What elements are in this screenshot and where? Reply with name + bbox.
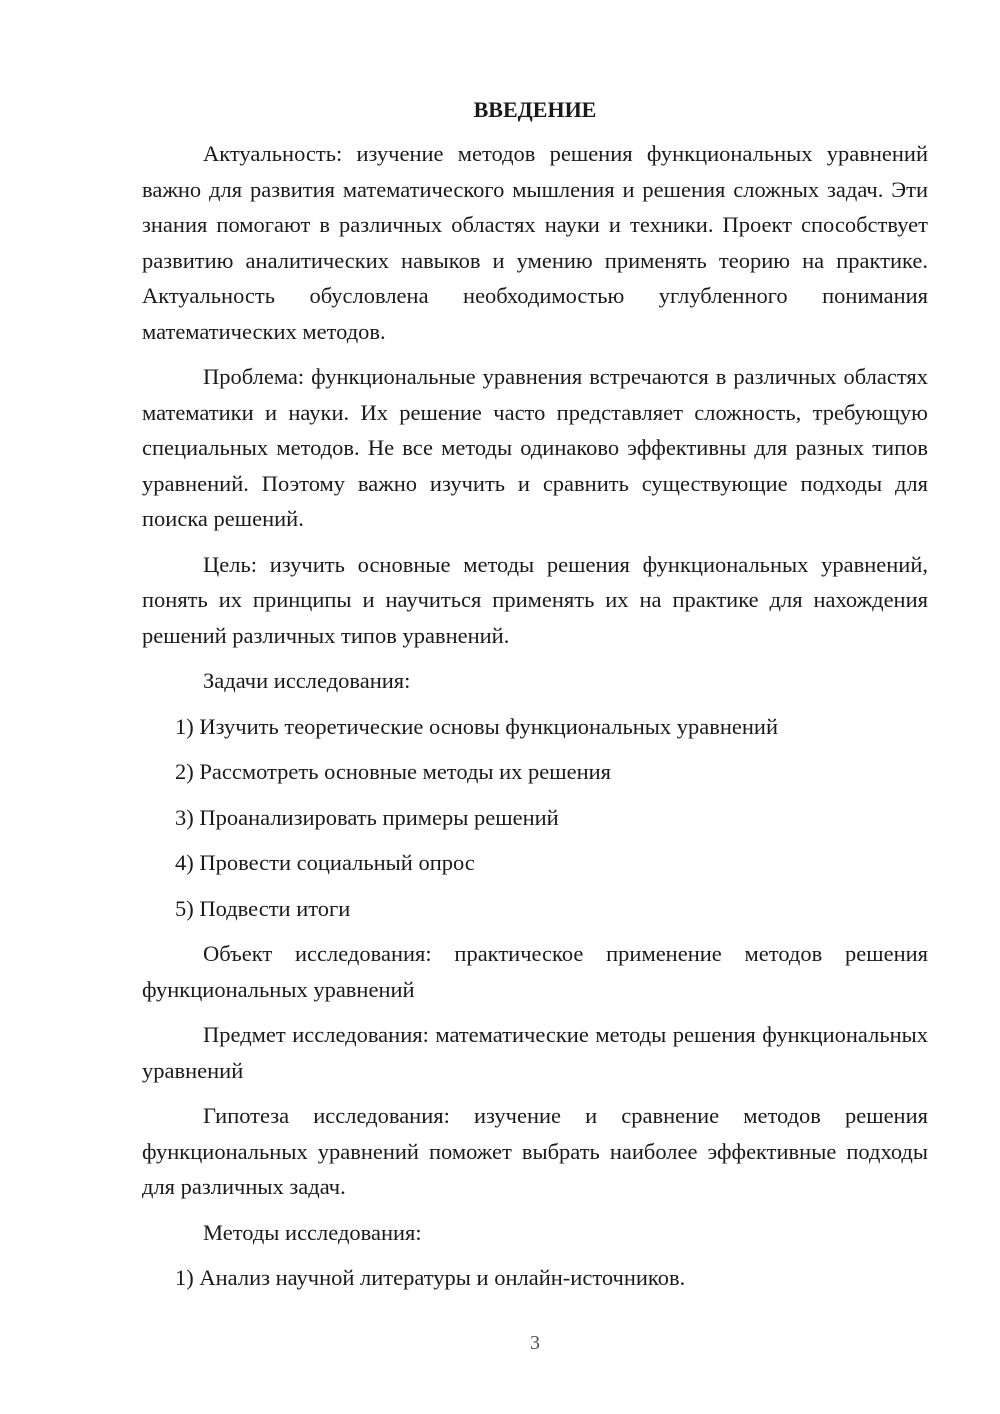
methods-label: Методы исследования: bbox=[203, 1219, 422, 1245]
methods-list bbox=[142, 1260, 928, 1296]
relevance-paragraph: Актуальность: изучение методов решения функциональных уравнений важно для развития математического мышления и решения сложных задач. Эти знания помогают в различных областях науки и техники. Проект способствует развитию аналитических навыков и умению применять теорию на практике. Актуальность обусловлена необходимостью углубленного понимания математических методов. bbox=[142, 141, 928, 344]
task-item: 5) Подвести итоги bbox=[175, 895, 351, 921]
subject-paragraph: Предмет исследования: математические методы решения функциональных уравнений bbox=[142, 1022, 928, 1083]
task-item: 4) Провести социальный опрос bbox=[175, 850, 475, 875]
page-content bbox=[142, 94, 928, 1306]
problem-paragraph: Проблема: функциональные уравнения встречаются в различных областях математики и науки. Их решение часто представляет сложность, требующую специальных методов. Не все методы одинаково эффективны для разных типов уравнений. Поэтому важно изучить и сравнить существующие подходы для поиска решений. bbox=[142, 364, 928, 531]
section-heading: ВВЕДЕНИЕ bbox=[473, 97, 597, 122]
tasks-list bbox=[142, 709, 928, 927]
goal-paragraph: Цель: изучить основные методы решения функциональных уравнений, понять их принципы и научиться применять их на практике для нахождения решений различных типов уравнений. bbox=[142, 551, 928, 648]
task-item: 3) Проанализировать примеры решений bbox=[175, 804, 559, 830]
task-item: 2) Рассмотреть основные методы их решения bbox=[175, 759, 612, 784]
tasks-label: Задачи исследования: bbox=[203, 668, 411, 693]
page-number: 3 bbox=[530, 1332, 540, 1354]
method-item: 1) Анализ научной литературы и онлайн-источников. bbox=[175, 1265, 686, 1290]
task-item: 1) Изучить теоретические основы функциональных уравнений bbox=[175, 713, 779, 739]
hypothesis-paragraph: Гипотеза исследования: изучение и сравнение методов решения функциональных уравнений поможет выбрать наиболее эффективные подходы для различных задач. bbox=[142, 1103, 928, 1199]
object-paragraph: Объект исследования: практическое применение методов решения функциональных уравнений bbox=[142, 941, 928, 1002]
